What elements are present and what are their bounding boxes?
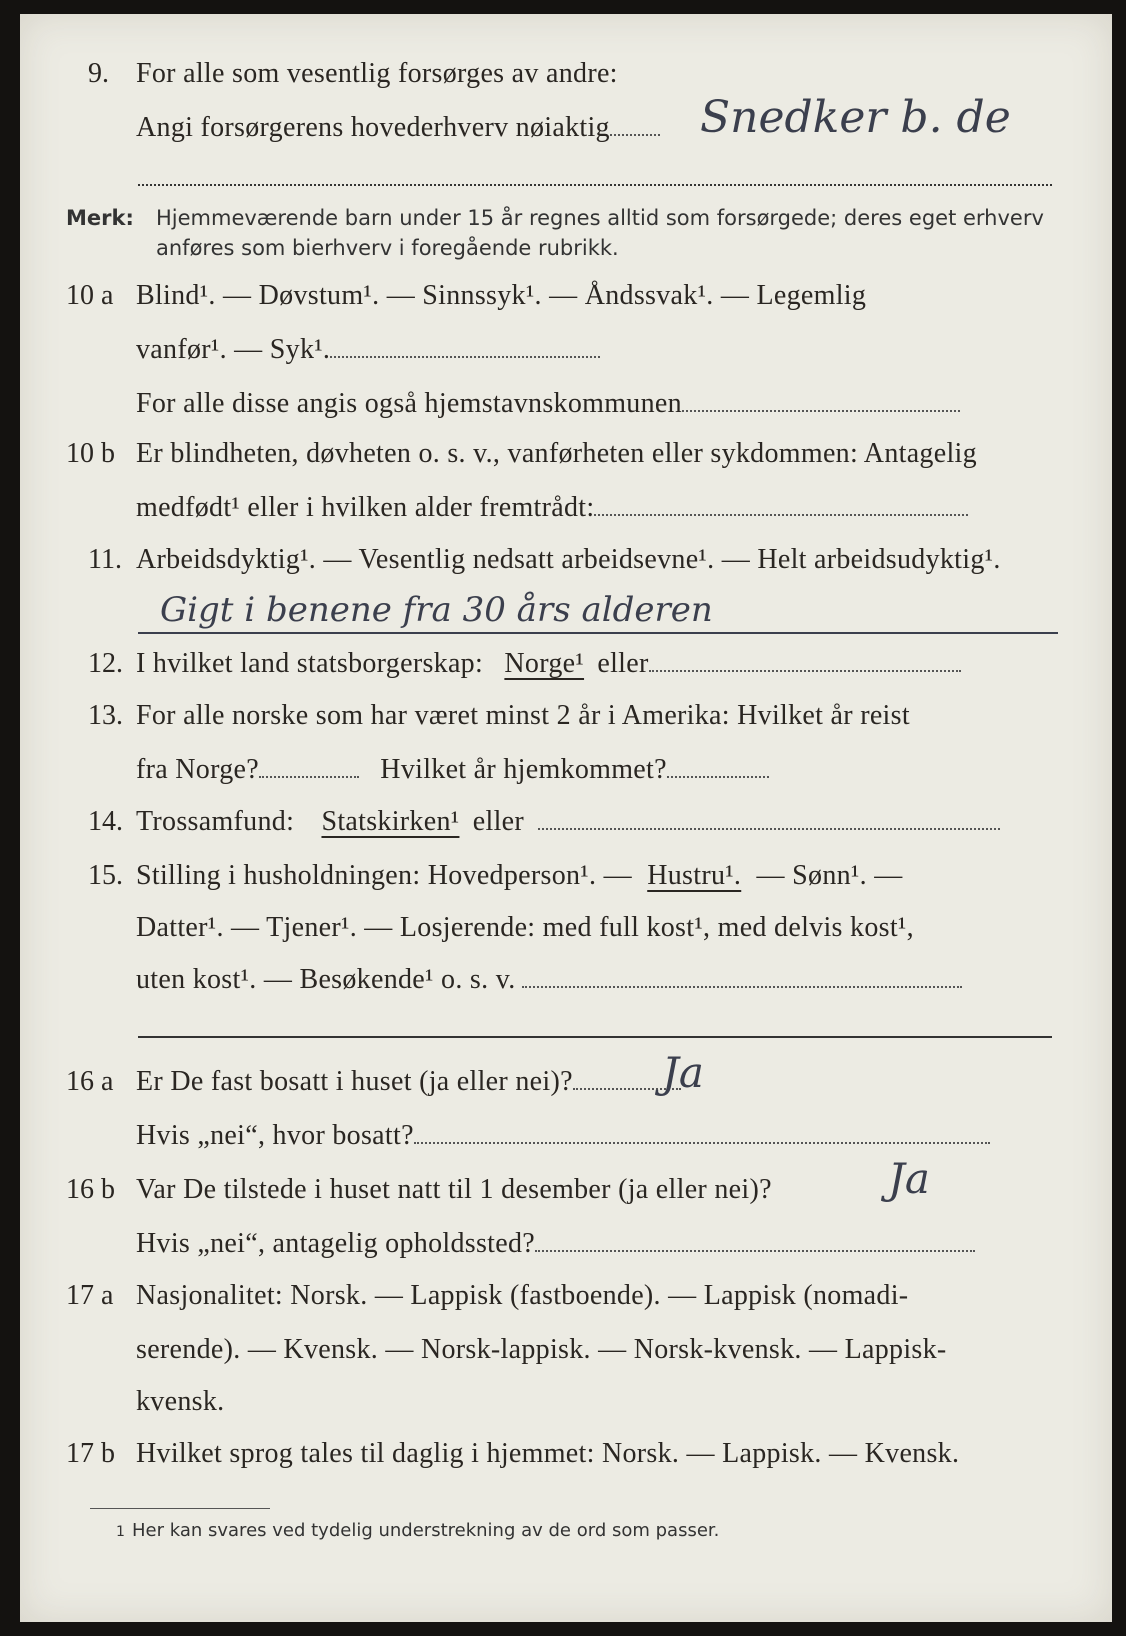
q11-number: 11. [88,544,122,575]
q10b-dotted-leader [594,492,968,516]
q17a-number: 17 a [66,1280,114,1311]
q10a-hometown-leader [682,388,960,412]
merk-text-2: anføres som bierhverv i foregående rubrikk. [156,236,619,260]
q15-line2: Datter¹. — Tjener¹. — Losjerende: med full kost¹, med delvis kost¹, [136,912,914,943]
q10a-line3-text: For alle disse angis også hjemstavnskommunen [136,388,682,419]
merk-text-1: Hjemmeværende barn under 15 år regnes alltid som forsørgede; deres eget erhverv [156,206,1044,230]
q9-line2-text: Angi forsørgerens hovederhverv nøiaktig [136,112,610,143]
q13-year-back-leader [667,754,769,778]
q16b-line2 [136,1228,975,1260]
q11-handwritten-answer[interactable]: Gigt i benene fra 30 års alderen [160,590,713,630]
q15-dotted-leader [522,964,962,988]
q15-hustru-underlined: Hustru¹. [647,860,742,891]
q16a-handwritten-answer[interactable]: Ja [662,1048,704,1097]
q15-line1a: Stilling i husholdningen: Hovedperson¹. — [136,860,632,891]
q10a-line2-text: vanfør¹. — Syk¹. [136,334,331,365]
q10b-number: 10 b [66,438,115,469]
q16a-line2-text: Hvis „nei“, hvor bosatt? [136,1120,414,1151]
q12-prefix: I hvilket land statsborgerskap: [136,648,484,679]
q10a-dotted-leader [330,334,600,358]
q14-prefix: Trossamfund: [136,806,295,837]
q16b-line2-text: Hvis „nei“, antagelig opholdssted? [136,1228,535,1259]
q14-statskirken-underlined: Statskirken¹ [321,806,460,837]
footnote-text: Her kan svares ved tydelig understrekning av de ord som passer. [132,1520,720,1541]
q13-line1: For alle norske som har været minst 2 år i Amerika: Hvilket år reist [136,700,910,731]
footnote-mark: 1 [116,1524,125,1540]
q12-line [136,648,961,680]
q14-dotted-leader [538,806,1000,830]
q14-suffix: eller [472,806,525,837]
q16b-line1: Var De tilstede i huset natt til 1 desember (ja eller nei)? [136,1174,772,1205]
q14-line [136,806,1000,838]
q11-line1: Arbeidsdyktig¹. — Vesentlig nedsatt arbeidsevne¹. — Helt arbeidsudyktig¹. [136,544,1001,575]
q11-answer-line [138,632,1058,634]
q12-suffix: eller [597,648,649,679]
q16b-whereabouts-leader [535,1228,975,1252]
q9-number: 9. [88,58,109,89]
q17a-line1: Nasjonalitet: Norsk. — Lappisk (fastboende). — Lappisk (nomadi- [136,1280,909,1311]
merk-label: Merk: [66,206,134,230]
census-form-page [20,14,1112,1622]
q12-norge-underlined: Norge¹ [504,648,585,679]
q16a-number: 16 a [66,1066,114,1097]
q15-line1 [136,860,903,892]
q13-year-left-leader [259,754,359,778]
q15-line1b: — Sønn¹. — [756,860,903,891]
q10b-line2-text: medfødt¹ eller i hvilken alder fremtrådt: [136,492,595,523]
q10b-line2 [136,492,968,524]
q16a-residence-leader [414,1120,990,1144]
q17a-line2: serende). — Kvensk. — Norsk-lappisk. — Norsk-kvensk. — Lappisk- [136,1334,947,1365]
q12-dotted-leader [649,648,961,672]
q13-number: 13. [88,700,123,731]
q9-handwritten-answer[interactable]: Snedker b. de [700,92,1011,143]
q10a-line2 [136,334,600,366]
section-divider [138,1036,1052,1038]
q15-line3-text: uten kost¹. — Besøkende¹ o. s. v. [136,964,516,995]
q10b-line1: Er blindheten, døvheten o. s. v., vanførheten eller sykdommen: Antagelig [136,438,977,469]
q16b-handwritten-answer[interactable]: Ja [888,1154,930,1203]
q15-line3 [136,964,962,996]
q15-number: 15. [88,860,123,891]
q13-line2b: Hvilket år hjemkommet? [380,754,667,785]
footnote-rule [90,1508,270,1509]
q9-line2 [136,112,660,144]
q16a-line2 [136,1120,990,1152]
q9-dotted-leader [610,112,660,136]
q17b-line1: Hvilket sprog tales til daglig i hjemmet: Norsk. — Lappisk. — Kvensk. [136,1438,960,1469]
q16a-line1-text: Er De fast bosatt i huset (ja eller nei)? [136,1066,573,1097]
q16b-number: 16 b [66,1174,115,1205]
q14-number: 14. [88,806,123,837]
q10a-number: 10 a [66,280,114,311]
q17b-number: 17 b [66,1438,115,1469]
q9-line1: For alle som vesentlig forsørges av andre: [136,58,618,89]
q12-number: 12. [88,648,123,679]
q17a-line3: kvensk. [136,1386,225,1417]
q16a-line1 [136,1066,681,1098]
q9-answer-line [138,184,1052,186]
q13-line2 [136,754,769,786]
q10a-line1: Blind¹. — Døvstum¹. — Sinnssyk¹. — Åndssvak¹. — Legemlig [136,280,867,311]
q13-line2a: fra Norge? [136,754,259,785]
q10a-line3 [136,388,960,420]
